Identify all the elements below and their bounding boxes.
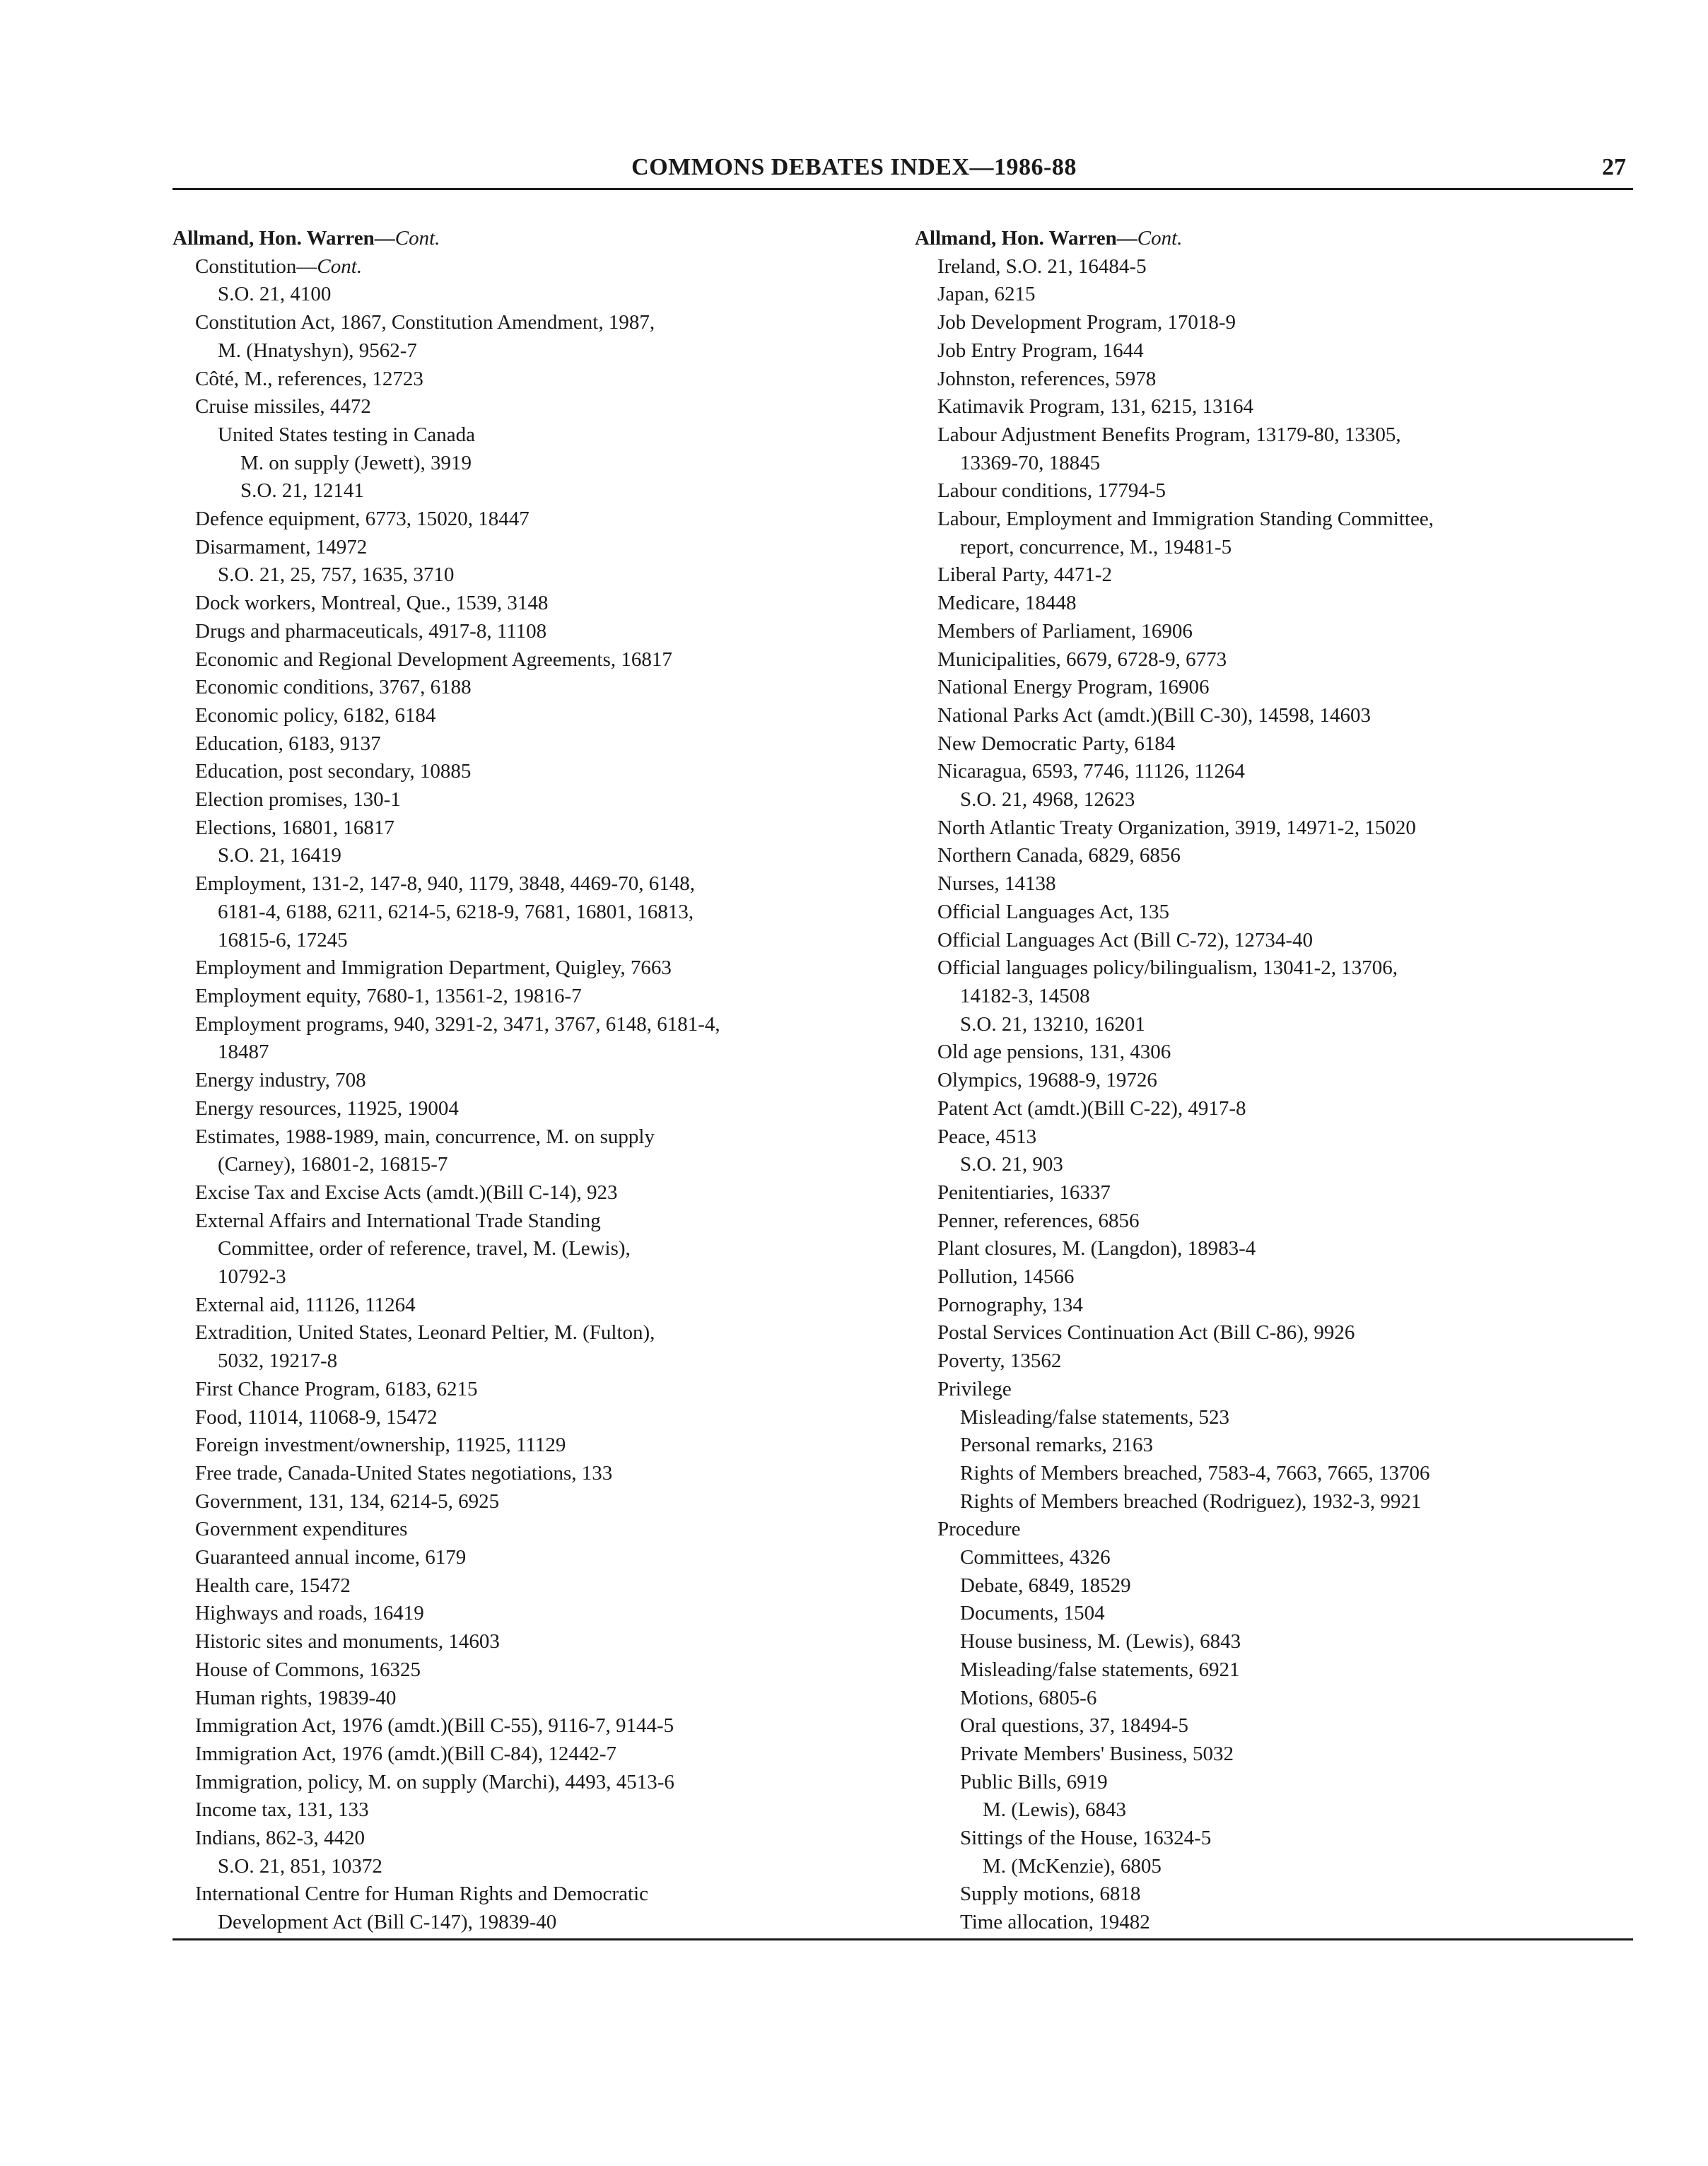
entry-text: 16815-6, 17245 [218,928,348,952]
index-entry [915,1235,1622,1263]
entry-text: 14182-3, 14508 [960,984,1090,1007]
entry-text: Foreign investment/ownership, 11925, 11129 [195,1434,566,1457]
index-entry [915,1179,1622,1207]
index-entry [172,1235,879,1263]
entry-text: Penitentiaries, 16337 [937,1181,1111,1204]
entry-text: Committees, 4326 [960,1546,1111,1569]
index-entry [915,1376,1622,1404]
index-entry [172,1853,879,1881]
entry-text: Employment equity, 7680-1, 13561-2, 19816-7 [195,984,582,1007]
index-entry [172,1179,879,1207]
entry-text: United States testing in Canada [218,423,476,446]
index-entry [915,646,1622,674]
index-entry [915,590,1622,618]
index-entry [172,1151,879,1179]
index-entry [915,1572,1622,1600]
entry-text: North Atlantic Treaty Organization, 3919, 14971-2, 15020 [937,816,1416,839]
index-entry [172,1011,879,1039]
continued-label: Cont. [317,254,363,278]
entry-text: House business, M. (Lewis), 6843 [960,1630,1241,1653]
index-entry [915,786,1622,814]
index-entry [172,561,879,590]
index-entry [915,898,1622,927]
entry-text: 10792-3 [218,1265,286,1289]
index-entry [915,253,1622,281]
index-entry [172,505,879,534]
index-entry [915,1347,1622,1376]
index-entry [915,309,1622,337]
index-entry [915,1685,1622,1713]
index-entry [915,1011,1622,1039]
index-entry [915,842,1622,870]
entry-text: Immigration Act, 1976 (amdt.)(Bill C-55), 9116-7, 9144-5 [195,1714,674,1738]
index-entry [915,1151,1622,1179]
index-entry [915,1796,1622,1825]
entry-text: Rights of Members breached, 7583-4, 7663, 7665, 13706 [960,1461,1430,1485]
index-entry [172,758,879,786]
entry-text: S.O. 21, 4100 [218,283,332,306]
index-entry [172,1544,879,1572]
index-entry [915,1628,1622,1656]
entry-text: S.O. 21, 13210, 16201 [960,1012,1145,1036]
entry-text: Official languages policy/bilingualism, 13041-2, 13706, [937,956,1398,980]
index-entry [915,814,1622,843]
index-entry [172,1909,879,1937]
index-entry [172,1404,879,1432]
index-entry [915,1067,1622,1095]
index-entry [915,1769,1622,1797]
entry-text: Cruise missiles, 4472 [195,395,371,418]
entry-text: Misleading/false statements, 6921 [960,1658,1240,1681]
entry-text: S.O. 21, 12141 [240,479,364,503]
entry-text: Procedure [937,1518,1021,1541]
entry-text: Economic and Regional Development Agreements, 16817 [195,648,672,671]
index-entry [172,309,879,337]
entry-text: Committee, order of reference, travel, M. (Lewis), [218,1237,631,1260]
entry-text: Energy industry, 708 [195,1069,366,1092]
index-entry [172,646,879,674]
entry-text: Labour, Employment and Immigration Standing Committee, [937,508,1434,531]
entry-text: Historic sites and monuments, 14603 [195,1630,500,1653]
entry-text: 6181-4, 6188, 6211, 6214-5, 6218-9, 7681, 16801, 16813, [218,900,694,923]
entry-text: Private Members' Business, 5032 [960,1742,1234,1765]
entry-text: S.O. 21, 25, 757, 1635, 3710 [218,563,455,587]
index-entry [172,870,879,898]
footer-rule [172,1938,1633,1940]
entry-text: Members of Parliament, 16906 [937,619,1193,643]
index-entry [172,1769,879,1797]
index-entry [172,534,879,562]
index-entry [915,1292,1622,1320]
index-entry [172,1376,879,1404]
entry-text: report, concurrence, M., 19481-5 [960,535,1232,558]
index-entry [915,1038,1622,1067]
entry-text: Penner, references, 6856 [937,1209,1140,1232]
index-entry [915,1853,1622,1881]
entry-text: Immigration, policy, M. on supply (Marchi), 4493, 4513-6 [195,1770,674,1793]
index-entry [172,365,879,394]
index-entry [915,365,1622,394]
entry-text: Official Languages Act (Bill C-72), 12734-40 [937,928,1314,952]
index-heading [172,225,879,253]
entry-text: 13369-70, 18845 [960,451,1101,474]
entry-text: Debate, 6849, 18529 [960,1574,1131,1597]
entry-text: Poverty, 13562 [937,1350,1062,1373]
entry-text: Official Languages Act, 135 [937,900,1170,923]
entry-text: S.O. 21, 16419 [218,844,341,867]
entry-text: International Centre for Human Rights and Democratic [195,1883,649,1906]
entry-text: Katimavik Program, 131, 6215, 13164 [937,395,1254,418]
index-entry [172,393,879,421]
entry-text: Nurses, 14138 [937,872,1056,896]
index-entry [915,1909,1622,1937]
entry-text: Ireland, S.O. 21, 16484-5 [937,254,1147,278]
entry-text: Human rights, 19839-40 [195,1686,397,1709]
entry-text: Highways and roads, 16419 [195,1602,424,1625]
index-entry [915,561,1622,590]
entry-text: Personal remarks, 2163 [960,1434,1154,1457]
entry-text: Old age pensions, 131, 4306 [937,1041,1171,1064]
index-entry [172,421,879,450]
index-entry [172,1516,879,1544]
entry-text: Education, post secondary, 10885 [195,760,472,783]
index-entry [915,758,1622,786]
continued-label: Cont. [394,227,440,250]
entry-text: First Chance Program, 6183, 6215 [195,1377,478,1400]
entry-text: Olympics, 19688-9, 19726 [937,1069,1157,1092]
index-column-left [172,225,879,1937]
index-entry [172,786,879,814]
entry-text: Pollution, 14566 [937,1265,1075,1289]
entry-text: Sittings of the House, 16324-5 [960,1827,1212,1850]
index-entry [915,1740,1622,1769]
index-entry [915,1712,1622,1740]
index-entry [915,1880,1622,1909]
index-entry [172,281,879,309]
running-title: COMMONS DEBATES INDEX—1986-88 [631,154,1077,180]
entry-text: Johnston, references, 5978 [937,367,1157,390]
index-entry [915,1488,1622,1516]
entry-text: House of Commons, 16325 [195,1658,421,1681]
index-entry [915,927,1622,955]
entry-text: Documents, 1504 [960,1602,1105,1625]
index-entry [172,1880,879,1909]
index-entry [172,1656,879,1685]
entry-text: (Carney), 16801-2, 16815-7 [218,1153,448,1176]
entry-text: Government expenditures [195,1518,408,1541]
entry-text: M. (Lewis), 6843 [983,1798,1126,1822]
entry-text: S.O. 21, 4968, 12623 [960,788,1135,812]
index-entry [172,1067,879,1095]
index-entry [172,842,879,870]
index-entry [915,1460,1622,1488]
entry-text: Free trade, Canada-United States negotiations, 133 [195,1461,613,1485]
index-entry [172,1572,879,1600]
entry-text: Privilege [937,1377,1012,1400]
index-entry [172,1347,879,1376]
entry-text: Job Entry Program, 1644 [937,339,1144,362]
index-entry [172,1628,879,1656]
index-entry [172,1600,879,1628]
index-entry [172,1488,879,1516]
index-entry [915,702,1622,730]
entry-text: Employment programs, 940, 3291-2, 3471, 3767, 6148, 6181-4, [195,1012,720,1036]
index-entry [915,1825,1622,1853]
entry-text: Public Bills, 6919 [960,1770,1108,1793]
index-entry [915,393,1622,421]
entry-text: Municipalities, 6679, 6728-9, 6773 [937,648,1227,671]
index-entry [915,1123,1622,1152]
entry-text: Elections, 16801, 16817 [195,816,394,839]
index-entry [915,1432,1622,1460]
index-entry [915,983,1622,1011]
index-entry [172,1460,879,1488]
entry-text: Extradition, United States, Leonard Peltier, M. (Fulton), [195,1321,655,1345]
continued-label: Cont. [1137,227,1183,250]
index-entry [172,590,879,618]
entry-text: M. (Hnatyshyn), 9562-7 [218,339,417,362]
entry-text: Guaranteed annual income, 6179 [195,1546,467,1569]
index-entry [915,954,1622,983]
entry-text: Motions, 6805-6 [960,1686,1097,1709]
entry-text: Misleading/false statements, 523 [960,1405,1229,1429]
index-entry [172,1796,879,1825]
index-entry [915,1263,1622,1292]
entry-text: Allmand, Hon. Warren— [172,227,395,250]
index-entry [915,1600,1622,1628]
entry-text: External Affairs and International Trade Standing [195,1209,601,1232]
index-entry [172,450,879,478]
index-entry [172,1263,879,1292]
index-entry [915,337,1622,365]
index-entry [915,1319,1622,1347]
entry-text: Nicaragua, 6593, 7746, 11126, 11264 [937,760,1245,783]
index-entry [172,730,879,759]
entry-text: 5032, 19217-8 [218,1350,338,1373]
entry-text: Rights of Members breached (Rodriguez), 1932-3, 9921 [960,1489,1422,1513]
index-entry [172,674,879,702]
index-entry [915,505,1622,534]
index-entry [172,814,879,843]
entry-text: Pornography, 134 [937,1293,1083,1316]
entry-text: Constitution— [195,254,317,278]
index-entry [172,1685,879,1713]
index-entry [915,477,1622,505]
index-entry [172,1319,879,1347]
index-entry [915,1207,1622,1236]
header-rule [172,188,1633,190]
entry-text: Disarmament, 14972 [195,535,368,558]
entry-text: Election promises, 130-1 [195,788,401,812]
index-entry [172,898,879,927]
index-entry [172,1292,879,1320]
index-entry [915,1404,1622,1432]
index-entry [915,618,1622,646]
entry-text: Economic policy, 6182, 6184 [195,703,436,727]
index-entry [915,281,1622,309]
entry-text: Excise Tax and Excise Acts (amdt.)(Bill C-14), 923 [195,1181,618,1204]
index-entry [172,1712,879,1740]
index-entry [172,1825,879,1853]
entry-text: Drugs and pharmaceuticals, 4917-8, 11108 [195,619,547,643]
entry-text: Health care, 15472 [195,1574,351,1597]
index-entry [172,1432,879,1460]
index-column-right [915,225,1622,1937]
entry-text: Patent Act (amdt.)(Bill C-22), 4917-8 [937,1096,1246,1120]
entry-text: Northern Canada, 6829, 6856 [937,844,1181,867]
index-entry [915,1516,1622,1544]
entry-text: National Parks Act (amdt.)(Bill C-30), 14598, 14603 [937,703,1371,727]
entry-text: New Democratic Party, 6184 [937,732,1176,755]
index-entry [172,1038,879,1067]
entry-text: Plant closures, M. (Langdon), 18983-4 [937,1237,1256,1260]
index-entry [172,1123,879,1152]
entry-text: National Energy Program, 16906 [937,676,1210,699]
entry-text: Development Act (Bill C-147), 19839-40 [218,1911,557,1934]
index-entry [172,927,879,955]
entry-text: Employment and Immigration Department, Quigley, 7663 [195,956,672,980]
entry-text: Dock workers, Montreal, Que., 1539, 3148 [195,592,549,615]
entry-text: Time allocation, 19482 [960,1911,1150,1934]
entry-text: Oral questions, 37, 18494-5 [960,1714,1188,1738]
index-entry [915,730,1622,759]
entry-text: Indians, 862-3, 4420 [195,1827,365,1850]
entry-text: Job Development Program, 17018-9 [937,311,1236,334]
index-entry [172,954,879,983]
index-entry [172,1740,879,1769]
index-entry [172,702,879,730]
entry-text: Liberal Party, 4471-2 [937,563,1112,587]
index-entry [172,337,879,365]
index-heading [915,225,1622,253]
entry-text: S.O. 21, 851, 10372 [218,1854,382,1878]
entry-text: Income tax, 131, 133 [195,1798,369,1822]
index-entry [915,421,1622,450]
entry-text: Economic conditions, 3767, 6188 [195,676,472,699]
index-entry [915,674,1622,702]
entry-text: Employment, 131-2, 147-8, 940, 1179, 3848, 4469-70, 6148, [195,872,695,896]
index-entry [915,534,1622,562]
entry-text: S.O. 21, 903 [960,1153,1063,1176]
entry-text: Supply motions, 6818 [960,1883,1141,1906]
entry-text: Immigration Act, 1976 (amdt.)(Bill C-84), 12442-7 [195,1742,617,1765]
index-entry [915,450,1622,478]
index-entry [172,477,879,505]
page-number: 27 [1602,154,1626,180]
entry-text: M. on supply (Jewett), 3919 [240,451,472,474]
index-entry [915,1095,1622,1123]
entry-text: Labour conditions, 17794-5 [937,479,1166,503]
entry-text: Côté, M., references, 12723 [195,367,423,390]
entry-text: Food, 11014, 11068-9, 15472 [195,1405,438,1429]
entry-text: Defence equipment, 6773, 15020, 18447 [195,508,530,531]
entry-text: Government, 131, 134, 6214-5, 6925 [195,1489,500,1513]
entry-text: Japan, 6215 [937,283,1036,306]
index-entry [172,618,879,646]
index-entry [915,1544,1622,1572]
index-entry [172,253,879,281]
entry-text: 18487 [218,1041,269,1064]
entry-text: Postal Services Continuation Act (Bill C-86), 9926 [937,1321,1355,1345]
index-entry [172,1095,879,1123]
index-entry [915,870,1622,898]
entry-text: M. (McKenzie), 6805 [983,1854,1162,1878]
entry-text: Constitution Act, 1867, Constitution Amendment, 1987, [195,311,655,334]
entry-text: Peace, 4513 [937,1125,1037,1148]
entry-text: Education, 6183, 9137 [195,732,381,755]
index-entry [172,1207,879,1236]
index-entry [172,983,879,1011]
entry-text: Medicare, 18448 [937,592,1077,615]
index-entry [915,1656,1622,1685]
entry-text: Labour Adjustment Benefits Program, 13179-80, 13305, [937,423,1401,446]
entry-text: External aid, 11126, 11264 [195,1293,416,1316]
entry-text: Estimates, 1988-1989, main, concurrence, M. on supply [195,1125,655,1148]
entry-text: Energy resources, 11925, 19004 [195,1096,459,1120]
entry-text: Allmand, Hon. Warren— [915,227,1137,250]
